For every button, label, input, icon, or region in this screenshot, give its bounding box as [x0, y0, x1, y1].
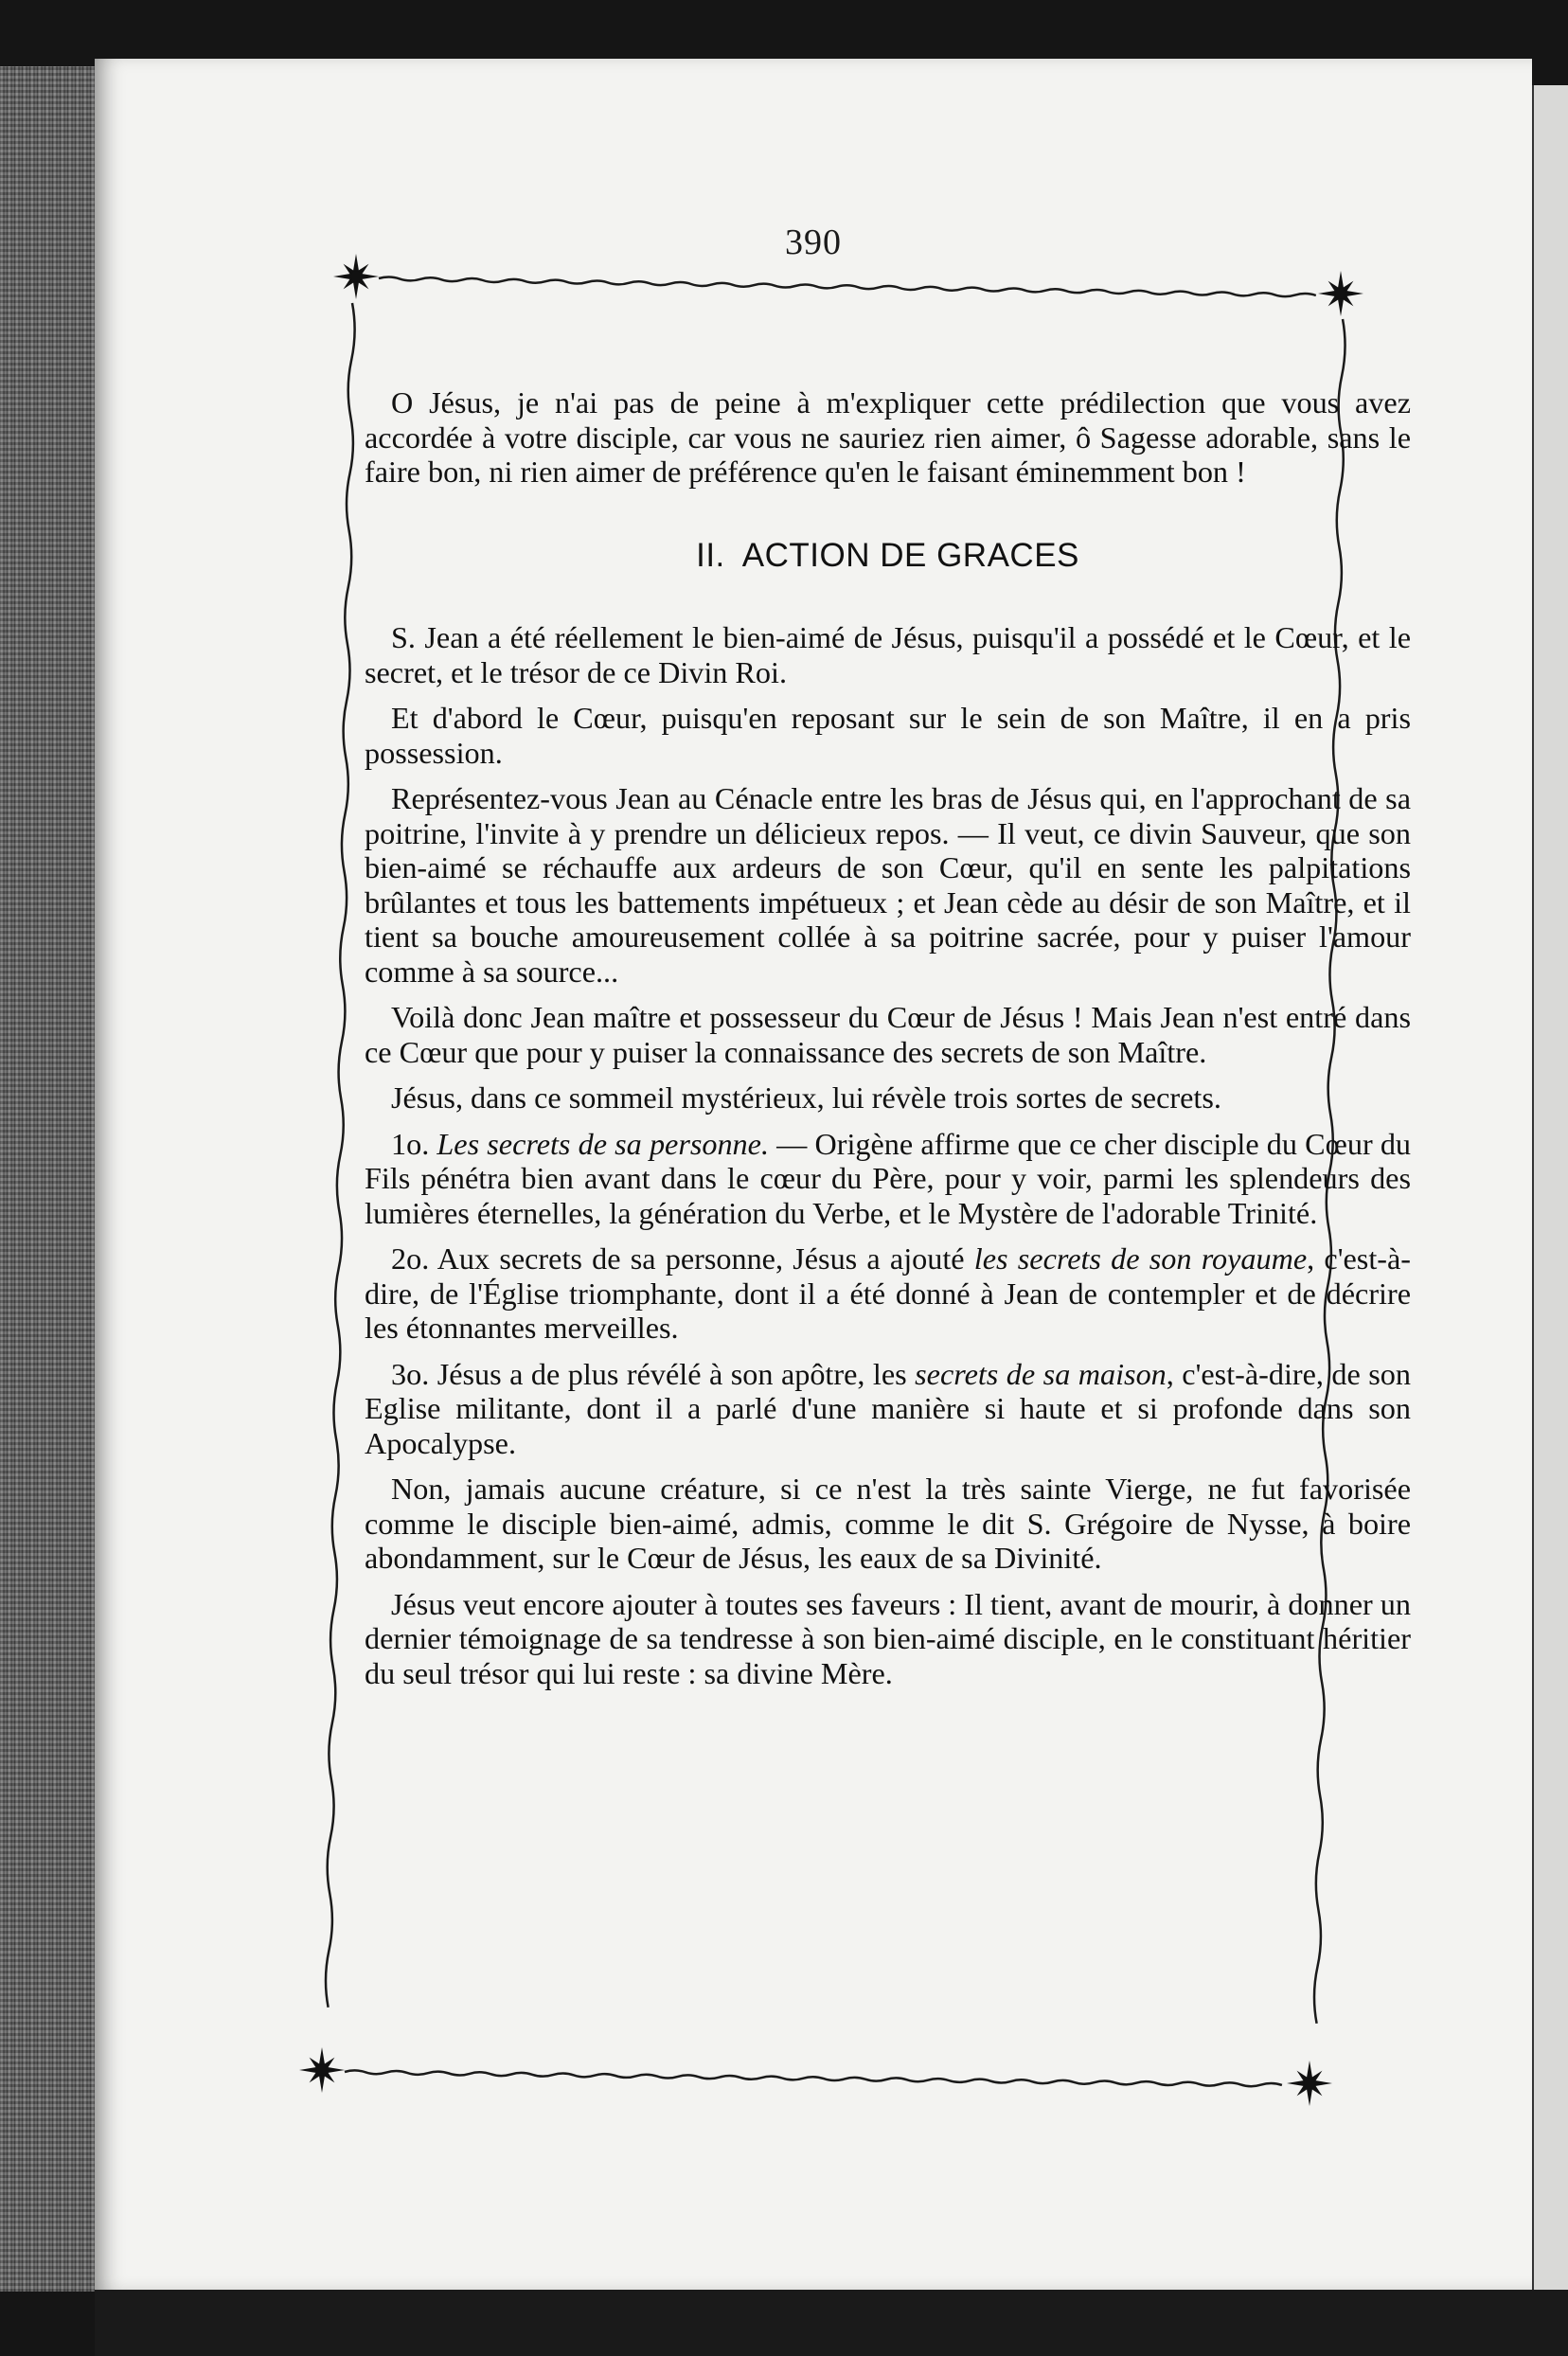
- asterisk-star-icon: [333, 254, 379, 299]
- text-run: Représentez-vous Jean au Cénacle entre les bras de Jésus qui, en l'approchant de sa poitrine, l'invite à y prendre un délicieux repos. — Il veut, ce divin Sauveur, que son bien-aimé se réchauffe aux ardeurs de son Cœur, qu'il en sente les palpitations brûlantes et tous les battements impétueux ; et Jean cède au désir de son Maître, et il tient sa bouche amoureusement collée à sa poitrine sacrée, pour y puiser l'amour comme à sa source...: [365, 781, 1411, 989]
- asterisk-star-icon: [1318, 271, 1363, 316]
- book-page: [95, 59, 1532, 2290]
- book-page-stack-edge: [0, 66, 104, 2292]
- paragraph: [365, 1080, 1411, 1116]
- left-wavy-border: [326, 303, 355, 2008]
- text-run: O Jésus, je n'ai pas de peine à m'expliquer cette prédilection que vous avez accordée à votre disciple, car vous ne sauriez rien aimer, ô Sagesse adorable, sans le faire bon, ni rien aimer de préférence qu'en le faisant éminemment bon !: [365, 385, 1411, 489]
- section-heading: [365, 536, 1411, 574]
- text-run: Jésus, dans ce sommeil mystérieux, lui révèle trois sortes de secrets.: [391, 1080, 1221, 1115]
- paragraph: [365, 620, 1411, 689]
- top-wavy-border: [379, 277, 1316, 296]
- paragraph: [365, 1472, 1411, 1576]
- paragraph: [365, 1127, 1411, 1231]
- text-run: S. Jean a été réellement le bien-aimé de Jésus, puisqu'il a possédé et le Cœur, et le secret, et le trésor de ce Divin Roi.: [365, 620, 1411, 689]
- paragraph-intro: [365, 385, 1411, 490]
- asterisk-star-icon: [1287, 2061, 1332, 2106]
- section-number: II.: [696, 536, 725, 574]
- text-run: 3o. Jésus a de plus révélé à son apôtre, les: [391, 1356, 916, 1391]
- text-run: 1o.: [391, 1126, 437, 1161]
- text-block: [365, 385, 1411, 1702]
- next-page-edge: [1532, 85, 1568, 2292]
- paragraph: [365, 1000, 1411, 1069]
- text-run: , c'est-à-dire, de l'Église triomphante, dont il a été donné à Jean de contempler et de décrire les étonnantes merveilles.: [365, 1241, 1411, 1345]
- text-run: Jésus veut encore ajouter à toutes ses faveurs : Il tient, avant de mourir, à donner un dernier témoignage de sa tendresse à son bien-aimé disciple, en le constituant héritier du seul trésor qui lui reste : sa divine Mère.: [365, 1586, 1411, 1690]
- paragraph: [365, 1357, 1411, 1461]
- scan-bottom-edge: [95, 2290, 1568, 2356]
- section-title: ACTION DE GRACES: [741, 536, 1079, 574]
- text-run: , c'est-à-dire, de son Eglise militante, dont il a parlé d'une manière si haute et si profonde dans son Apocalypse.: [365, 1356, 1411, 1460]
- text-run: 2o. Aux secrets de sa personne, Jésus a ajouté: [391, 1241, 974, 1276]
- paragraph: [365, 1587, 1411, 1691]
- paragraph: [365, 781, 1411, 989]
- text-run: Voilà donc Jean maître et possesseur du Cœur de Jésus ! Mais Jean n'est entré dans ce Cœur que pour y puiser la connaissance des secrets de son Maître.: [365, 1000, 1411, 1069]
- asterisk-star-icon: [299, 2047, 345, 2093]
- bottom-wavy-border: [345, 2070, 1282, 2086]
- paragraph: [365, 701, 1411, 770]
- page-number: 390: [785, 223, 842, 262]
- text-run: Et d'abord le Cœur, puisqu'en reposant sur le sein de son Maître, il en a pris possession.: [365, 701, 1411, 770]
- italic-phrase: secrets de sa maison: [915, 1356, 1167, 1391]
- italic-phrase: les secrets de son royaume: [973, 1241, 1308, 1276]
- italic-phrase: Les secrets de sa personne.: [437, 1126, 769, 1161]
- text-run: — Origène affirme que ce cher disciple du Cœur du Fils pénétra bien avant dans le cœur du Père, pour y voir, parmi les splendeurs des lumières éternelles, la génération du Verbe, et le Mystère de l'adorable Trinité.: [365, 1126, 1412, 1230]
- text-run: Non, jamais aucune créature, si ce n'est la très sainte Vierge, ne fut favorisée comme le disciple bien-aimé, admis, comme le dit S. Grégoire de Nysse, à boire abondamment, sur le Cœur de Jésus, les eaux de sa Divinité.: [365, 1472, 1411, 1575]
- paragraph: [365, 1241, 1411, 1346]
